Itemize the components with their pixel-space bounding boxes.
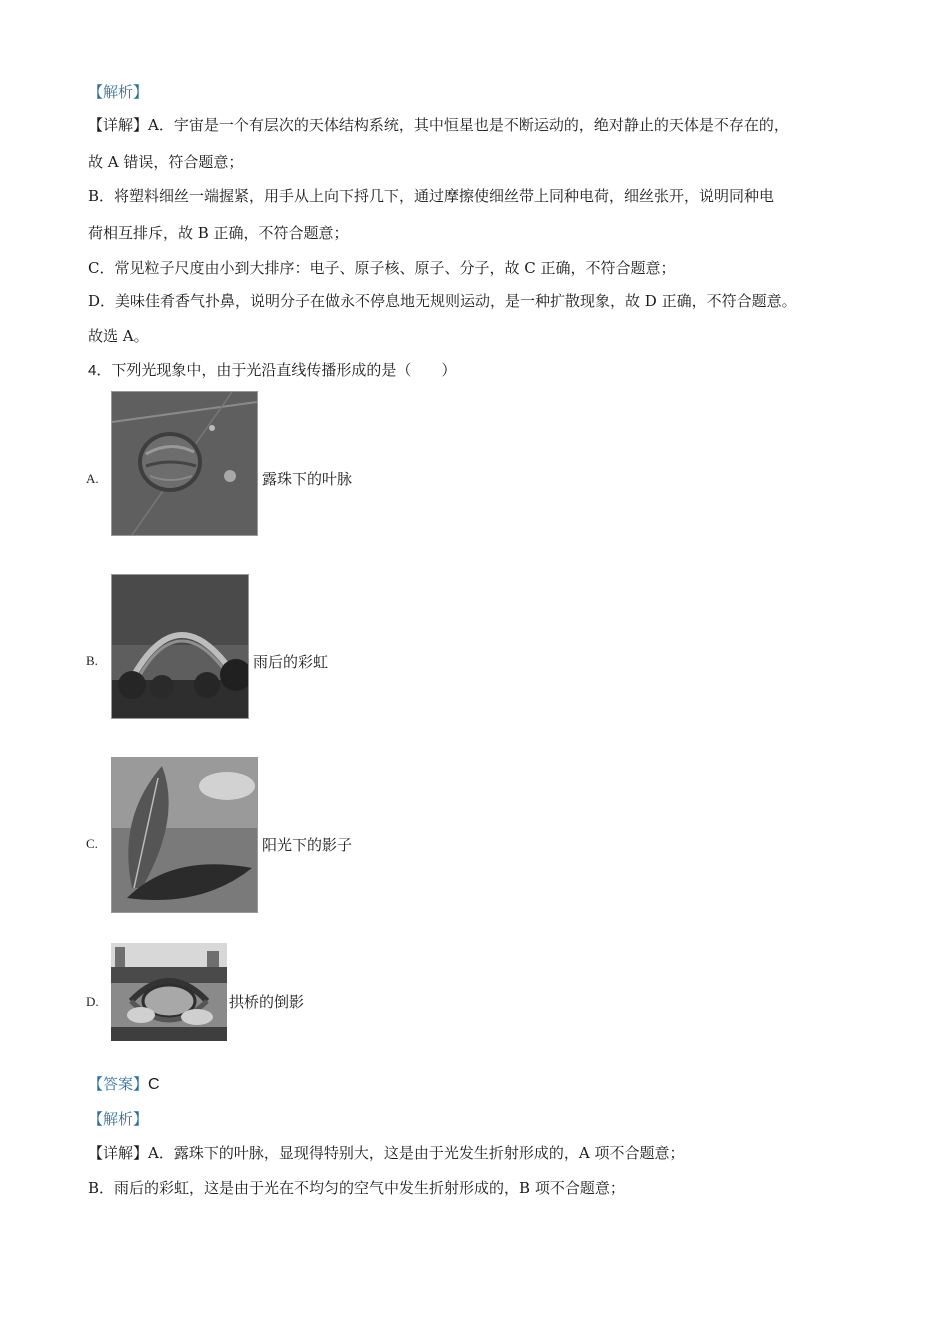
option-a-caption: 露珠下的叶脉 xyxy=(262,470,353,488)
detail2-line-1 xyxy=(88,1143,684,1163)
option-b-letter: B. xyxy=(86,653,98,668)
detail-line-1 xyxy=(88,115,789,135)
detail-line-5: C．常见粒子尺度由小到大排序：电子、原子核、原子、分子，故 C 正确，不符合题意； xyxy=(88,259,676,277)
option-b-caption: 雨后的彩虹 xyxy=(253,653,329,671)
detail-line-6: D．美味佳肴香气扑鼻，说明分子在做永不停息地无规则运动，是一种扩散现象，故 D 正确，不符合题意。 xyxy=(88,292,797,310)
detail-line-2: 故 A 错误，符合题意； xyxy=(88,153,244,171)
detail-text: A．宇宙是一个有层次的天体结构系统，其中恒星也是不断运动的，绝对静止的天体是不存在的， xyxy=(148,116,789,134)
option-c-letter: C. xyxy=(86,836,98,851)
detail2-text: A．露珠下的叶脉，显现得特别大，这是由于光发生折射形成的，A 项不合题意； xyxy=(148,1144,685,1162)
detail-label-2: 【详解】 xyxy=(88,1144,149,1162)
bridge-photo xyxy=(111,943,227,1041)
answer-line xyxy=(88,1074,160,1095)
option-d-caption: 拱桥的倒影 xyxy=(229,993,305,1011)
option-d-letter: D. xyxy=(86,994,99,1009)
analysis-label: 【解析】 xyxy=(88,83,149,101)
answer-label: 【答案】 xyxy=(88,1075,149,1093)
detail-line-3: B．将塑料细丝一端握紧，用手从上向下捋几下，通过摩擦使细丝带上同种电荷，细丝张开，说明同种电 xyxy=(88,187,775,205)
detail-line-7: 故选 A。 xyxy=(88,327,149,345)
analysis-label-2: 【解析】 xyxy=(88,1110,149,1128)
question-text: 下列光现象中，由于光沿直线传播形成的是（ ） xyxy=(111,361,457,379)
detail2-line-2: B．雨后的彩虹，这是由于光在不均匀的空气中发生折射形成的，B 项不合题意； xyxy=(88,1179,625,1197)
rainbow-photo xyxy=(111,574,249,719)
option-c-caption: 阳光下的影子 xyxy=(262,836,353,854)
shadow-photo xyxy=(111,757,258,913)
detail-line-4: 荷相互排斥，故 B 正确，不符合题意； xyxy=(88,224,349,242)
detail-label: 【详解】 xyxy=(88,116,149,134)
option-a-letter: A. xyxy=(86,471,99,486)
question-stem xyxy=(88,360,456,381)
question-number: 4． xyxy=(88,362,112,379)
dewdrop-photo xyxy=(111,391,258,536)
answer-value: C xyxy=(148,1076,160,1093)
